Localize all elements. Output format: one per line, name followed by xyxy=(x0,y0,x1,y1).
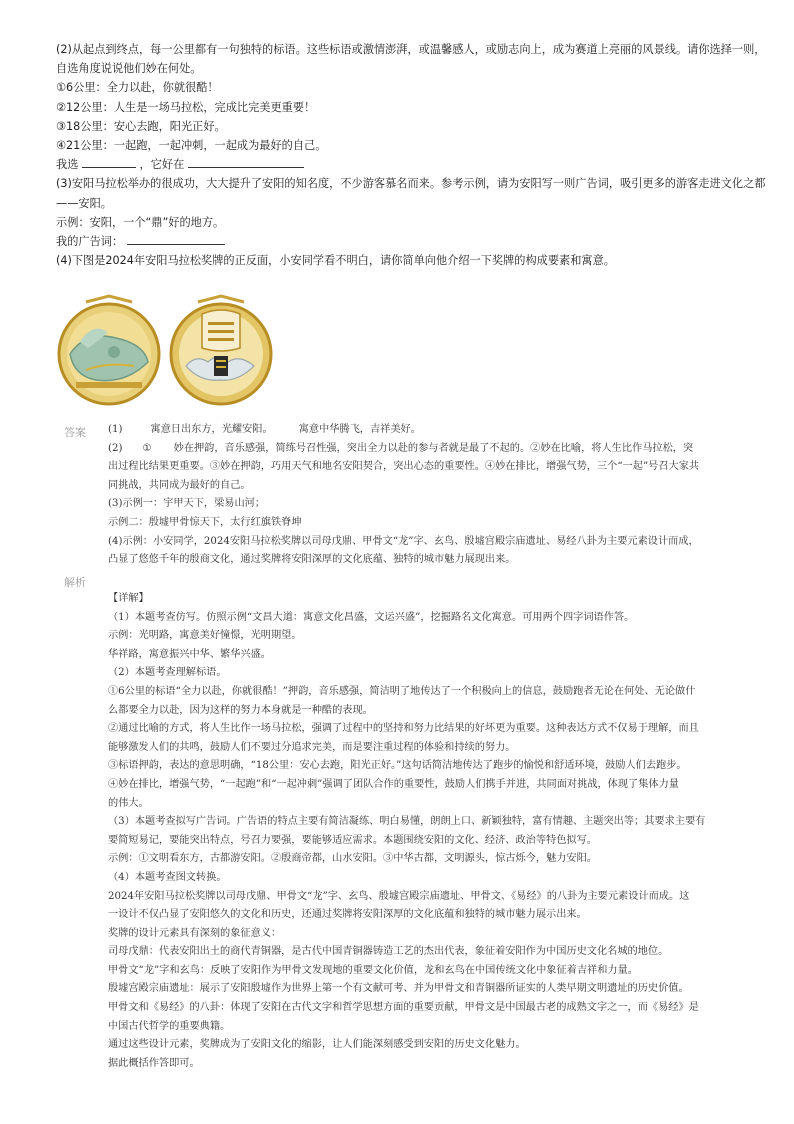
analysis-line: 2024年安阳马拉松奖牌以司母戊鼎、甲骨文“龙”字、玄鸟、殷墟宫殿宗庙遗址、甲骨文、《易经》的八卦为主要元素设计而成。这 xyxy=(108,890,690,902)
analysis-line: 【详解】 xyxy=(108,593,149,604)
q3-intro: (3)安阳马拉松举办的很成功，大大提升了安阳的知名度，不少游客慕名而来。参考示例，请为安阳写一则广告词，吸引更多的游客走进文化之都——安阳。 xyxy=(56,177,766,210)
analysis-line: 么都要全力以赴，因为这样的努力本身就是一种酷的表现。 xyxy=(108,704,373,716)
answer-line-2 xyxy=(108,440,774,459)
reason-label: ，它好在 xyxy=(139,158,185,172)
answer-line-1 xyxy=(108,421,774,440)
choose-label: 我选 xyxy=(56,158,79,172)
analysis-line: （4）本题考查图文转换。 xyxy=(108,871,227,883)
analysis-line: ①6公里的标语“全力以赴，你就很酷！”押韵，音乐感强，简洁明了地传达了一个积极向上的信息，鼓励跑者无论在何处、无论做什 xyxy=(108,685,696,697)
answer-2-number: (2) xyxy=(108,442,123,454)
question-block xyxy=(56,40,768,270)
analysis-line: （2）本题考查理解标语。 xyxy=(108,667,227,679)
slogan-blank[interactable] xyxy=(127,233,225,245)
q2-intro: (2)从起点到终点，每一公里都有一句独特的标语。这些标语或激情澎湃，或温馨感人，或励志向上，成为赛道上亮丽的风景线。请你选择一则，自选角度说说他们妙在何处。 xyxy=(56,43,766,76)
q3-answer-line xyxy=(56,232,768,251)
analysis-line: 殷墟宫殿宗庙遗址：展示了安阳殷墟作为世界上第一个有文献可考、并为甲骨文和青铜器所证实的人类早期文明遗址的历史价值。 xyxy=(108,983,689,995)
answer-2-marker: ① xyxy=(142,442,152,454)
analysis-line: 能够激发人们的共鸣，鼓励人们不要过分追求完美，而是要注重过程的体验和持续的努力。 xyxy=(108,741,516,753)
analysis-line: ③标语押韵，表达的意思明确，“18公里：安心去跑，阳光正好。”这句话简洁地传达了跑步的愉悦和舒适环境，鼓励人们去跑步。 xyxy=(108,760,687,772)
q4-intro: (4)下图是2024年安阳马拉松奖牌的正反面，小安同学看不明白，请你简单向他介绍一下奖牌的构成要素和寓意。 xyxy=(56,254,615,268)
reason-blank[interactable] xyxy=(188,156,304,168)
analysis-line: 通过这些设计元素，奖牌成为了安阳文化的缩影，让人们能深刻感受到安阳的历史文化魅力。 xyxy=(108,1039,526,1051)
analysis-line: （1）本题考查仿写。仿照示例“文昌大道：寓意文化昌盛，文运兴盛”，挖掘路名文化寓意。可用两个四字词语作答。 xyxy=(108,611,635,623)
analysis-block xyxy=(108,590,778,1073)
answer-line-4: 同挑战，共同成为最好的自己。 xyxy=(108,479,251,491)
analysis-line: ④妙在排比，增强气势，“一起跑”和“一起冲刺”强调了团队合作的重要性，鼓励人们携手并进，共同面对挑战，体现了集体力量 xyxy=(108,778,679,790)
option-2: ②12公里：人生是一场马拉松，完成比完美更重要！ xyxy=(56,100,316,114)
analysis-line: 甲骨文和《易经》的八卦：体现了安阳在古代文字和哲学思想方面的重要贡献，甲骨文是中国最古老的成熟文字之一，而《易经》是 xyxy=(108,1002,699,1014)
medal-front-image xyxy=(56,292,162,408)
medal-back-image xyxy=(168,292,274,408)
analysis-line: 奖牌的设计元素具有深刻的象征意义： xyxy=(108,927,282,939)
analysis-line: （3）本题考查拟写广告词。广告语的特点主要有简洁凝练、明白易懂，朗朗上口、新颖独特，富有情趣、主题突出等；其要求主要有 xyxy=(108,816,706,828)
analysis-line: 一设计不仅凸显了安阳悠久的文化和历史，还通过奖牌将安阳深厚的文化底蕴和独特的城市魅力展示出来。 xyxy=(108,909,587,921)
analysis-line: 的伟大。 xyxy=(108,797,149,809)
slogan-label: 我的广告词： xyxy=(56,235,124,249)
medal-images xyxy=(56,292,266,412)
analysis-line: 示例：光明路，寓意美好憧憬，光明期望。 xyxy=(108,630,302,642)
analysis-line: 中国古代哲学的重要典籍。 xyxy=(108,1020,231,1032)
answer-line-7: (4)示例：小安同学，2024安阳马拉松奖牌以司母戊鼎、甲骨文“龙”字、玄鸟、殷墟宫殿宗庙遗址、易经八卦为主要元素设计而成， xyxy=(108,535,699,547)
analysis-line: 据此概括作答即可。 xyxy=(108,1057,200,1069)
answer-1-b: 寓意中华腾飞，吉祥美好。 xyxy=(298,424,421,435)
q3-example: 示例：安阳，一个“鼎”好的地方。 xyxy=(56,215,225,229)
analysis-line: 要简短易记，要能突出特点，号召力要强，要能够适应需求。本题围绕安阳的文化、经济、政治等特色拟写。 xyxy=(108,834,597,846)
analysis-line: 示例：①文明看东方，古都游安阳。②殷商帝都，山水安阳。③中华古都，文明源头，惊古烁今，魅力安阳。 xyxy=(108,853,597,865)
analysis-line: 甲骨文“龙”字和玄鸟：反映了安阳作为甲骨文发现地的重要文化价值，龙和玄鸟在中国传统文化中象征着吉祥和力量。 xyxy=(108,964,638,976)
answer-line-6: 示例二：殷墟甲骨惊天下，太行红旗铁脊坤 xyxy=(108,516,302,528)
answer-line-5: (3)示例一：宇甲天下，梁易山河； xyxy=(108,498,266,510)
analysis-line: 司母戊鼎：代表安阳出土的商代青铜器，是古代中国青铜器铸造工艺的杰出代表，象征着安阳作为中国历史文化名城的地位。 xyxy=(108,946,669,958)
answer-1-a: 寓意日出东方，光耀安阳。 xyxy=(150,424,273,435)
analysis-line: ②通过比喻的方式，将人生比作一场马拉松，强调了过程中的坚持和努力比结果的好坏更为重要。这种表达方式不仅易于理解，而且 xyxy=(108,723,699,735)
answer-line-8: 凸显了悠悠千年的殷商文化，通过奖牌将安阳深厚的文化底蕴、独特的城市魅力展现出来。 xyxy=(108,554,516,566)
analysis-label: 解析 xyxy=(64,576,86,589)
choose-line xyxy=(56,155,768,174)
answer-1-number: (1) xyxy=(108,424,123,435)
answer-block xyxy=(108,421,774,570)
option-4: ④21公里：一起跑，一起冲刺，一起成为最好的自己。 xyxy=(56,139,327,153)
analysis-line: 华祥路，寓意振兴中华、繁华兴盛。 xyxy=(108,648,271,660)
option-1: ①6公里：全力以赴，你就很酷！ xyxy=(56,81,219,95)
answer-2-text: 妙在押韵，音乐感强，简练号召性强，突出全力以赴的参与者就是最了不起的。②妙在比喻，将人生比作马拉松，突 xyxy=(173,442,694,454)
answer-label: 答案 xyxy=(64,426,86,439)
choice-blank[interactable] xyxy=(82,156,136,168)
answer-line-3: 出过程比结果更重要。③妙在押韵，巧用天气和地名安阳契合，突出心态的重要性。④妙在排比，增强气势，三个“一起”号召大家共 xyxy=(108,461,700,473)
option-3: ③18公里：安心去跑，阳光正好。 xyxy=(56,119,226,133)
